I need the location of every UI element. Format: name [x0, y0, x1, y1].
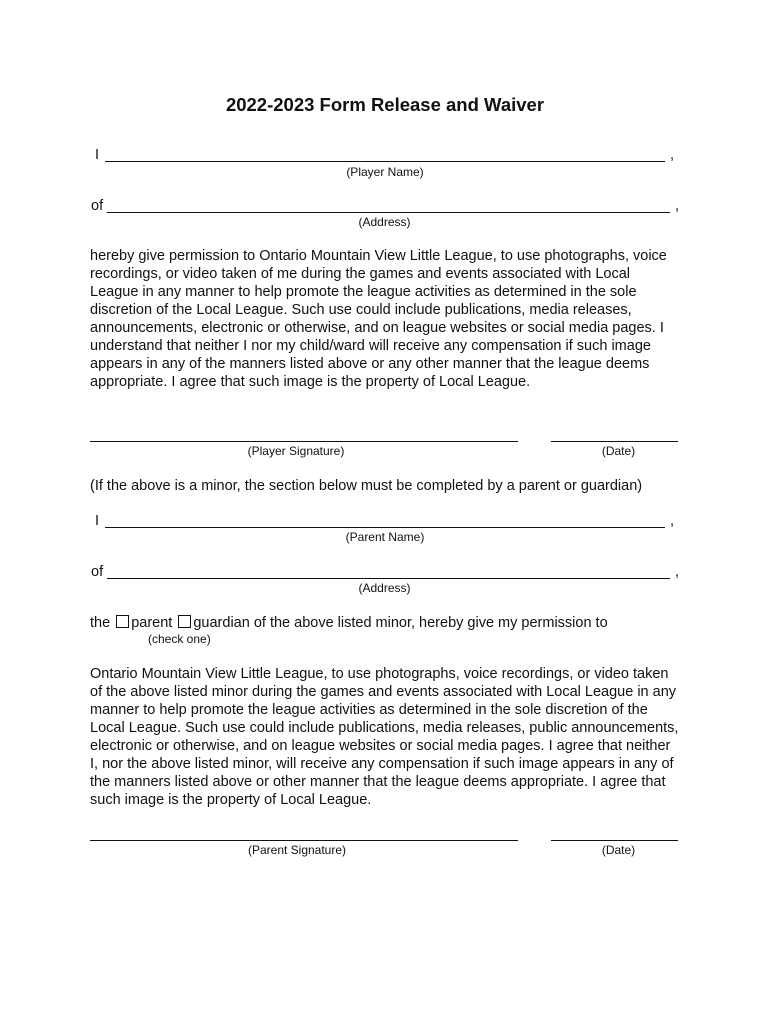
player-date-label: (Date) — [601, 444, 636, 458]
player-permission-text: hereby give permission to Ontario Mountain View Little League, to use photographs, voice recordings, or video taken of me during the games and events associated with Local League in any manner to help promote the league activities as determined in the sole discretion of the Local League. Such use could include publications, media releases, announcements, electronic or otherwise, and on league websites or social media pages. I understand that neither I nor my child/ward will receive any compensation if such image appears in any of the manners listed above or any other manner that the league deems appropriate. I agree that such image is the property of Local League. — [90, 248, 667, 390]
parent-address-label: (Address) — [358, 581, 411, 595]
page-title: 2022-2023 Form Release and Waiver — [225, 94, 545, 115]
player-date-field[interactable] — [551, 441, 678, 442]
i-label: I — [95, 147, 100, 163]
parent-signature-label: (Parent Signature) — [247, 843, 347, 857]
parent-signature-field[interactable] — [90, 840, 518, 841]
parent-name-field[interactable] — [105, 527, 665, 528]
minor-note: (If the above is a minor, the section below must be completed by a parent or guardian) — [90, 478, 643, 494]
comma: , — [675, 198, 680, 214]
comma: , — [675, 564, 680, 580]
player-name-field[interactable] — [105, 161, 665, 162]
parent-date-field[interactable] — [551, 840, 678, 841]
parent-date-label: (Date) — [601, 843, 636, 857]
check-one-label: (check one) — [148, 632, 211, 646]
player-name-label: (Player Name) — [346, 165, 424, 179]
parent-address-field[interactable] — [107, 578, 670, 579]
of-label: of — [91, 198, 104, 214]
parent-permission-text: Ontario Mountain View Little League, to use photographs, voice recordings, or video taken of the above listed minor during the games and events associated with Local League in any manner to help promote the league activities as determined in the sole discretion of the Local League. Such use could include publications, media releases, public announcements, electronic or otherwise, and on league websites or social media pages. I agree that neither I, nor the above listed minor, will receive any compensation if such image appears in any of the manners listed above or other manner that the league deems appropriate. I agree that such image is the property of Local League. — [90, 666, 679, 808]
of-label: of — [91, 564, 104, 580]
parent-checkbox[interactable] — [116, 615, 129, 628]
the-label: the — [90, 615, 111, 631]
parent-option-label: parent — [131, 615, 173, 631]
comma: , — [670, 513, 675, 529]
guardian-option-label: guardian of the above listed minor, hereby give my permission to — [193, 615, 608, 631]
player-signature-label: (Player Signature) — [247, 444, 345, 458]
guardian-checkbox[interactable] — [178, 615, 191, 628]
relationship-line — [90, 615, 608, 631]
player-signature-field[interactable] — [90, 441, 518, 442]
player-address-field[interactable] — [107, 212, 670, 213]
player-address-label: (Address) — [358, 215, 411, 229]
i-label: I — [95, 513, 100, 529]
parent-name-label: (Parent Name) — [345, 530, 425, 544]
comma: , — [670, 147, 675, 163]
